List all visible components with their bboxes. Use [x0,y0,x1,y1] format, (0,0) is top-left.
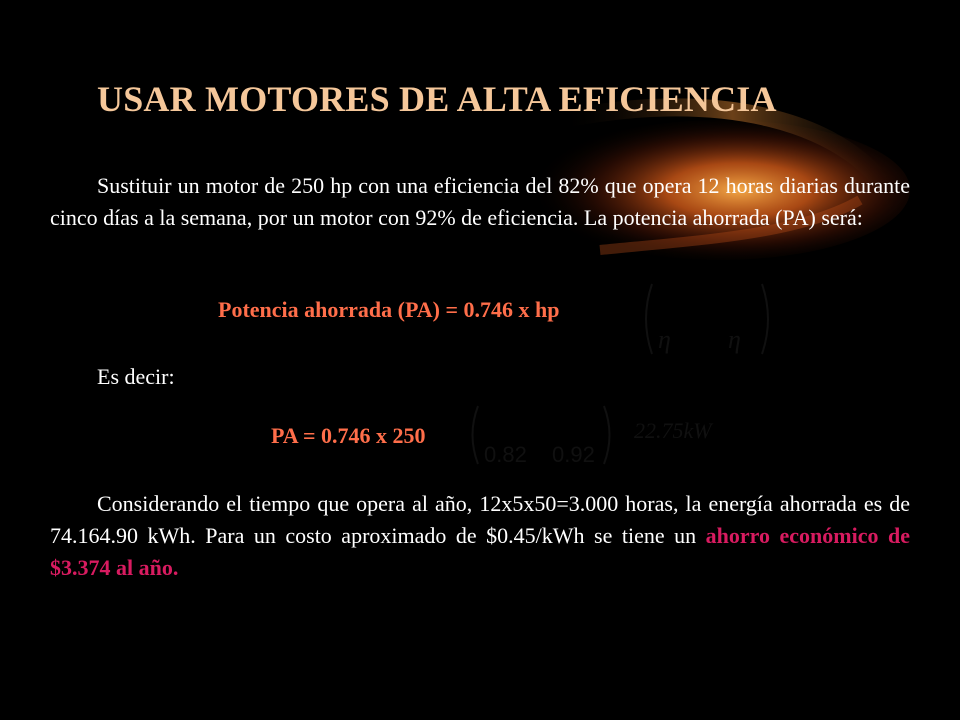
paren-left [646,284,652,354]
paren-right-2 [604,406,610,464]
denominator-092: 0.92 [552,442,595,467]
formula-label-2: PA = 0.746 x 250 [271,423,426,448]
es-decir-label: Es decir: [97,364,175,389]
eta-right: η [728,325,741,354]
eta-left: η [658,325,671,354]
paren-left-2 [473,406,479,464]
formula-math-2 [464,402,734,468]
denominator-082: 0.82 [484,442,527,467]
formula-result: 22.75kW [634,418,712,443]
formula-math-1 [636,280,778,358]
slide-title: USAR MOTORES DE ALTA EFICIENCIA [97,79,777,119]
paren-right [762,284,768,354]
paragraph-intro: Sustituir un motor de 250 hp con una eficiencia del 82% que opera 12 horas diarias durante cinco días a la semana, por un motor con 92% de eficiencia. La potencia ahorrada (PA) será: [50,173,910,230]
savings-highlight: ahorro económico de $3.374 al año. [50,523,910,580]
formula-label-1: Potencia ahorrada (PA) = 0.746 x hp [218,297,560,322]
conclusion-text: Considerando el tiempo que opera al año, 12x5x50=3.000 horas, la energía ahorrada es de 74.164.90 kWh. Para un costo aproximado de $0.45/kWh se tiene un [50,491,910,548]
paragraph-conclusion [50,488,910,584]
